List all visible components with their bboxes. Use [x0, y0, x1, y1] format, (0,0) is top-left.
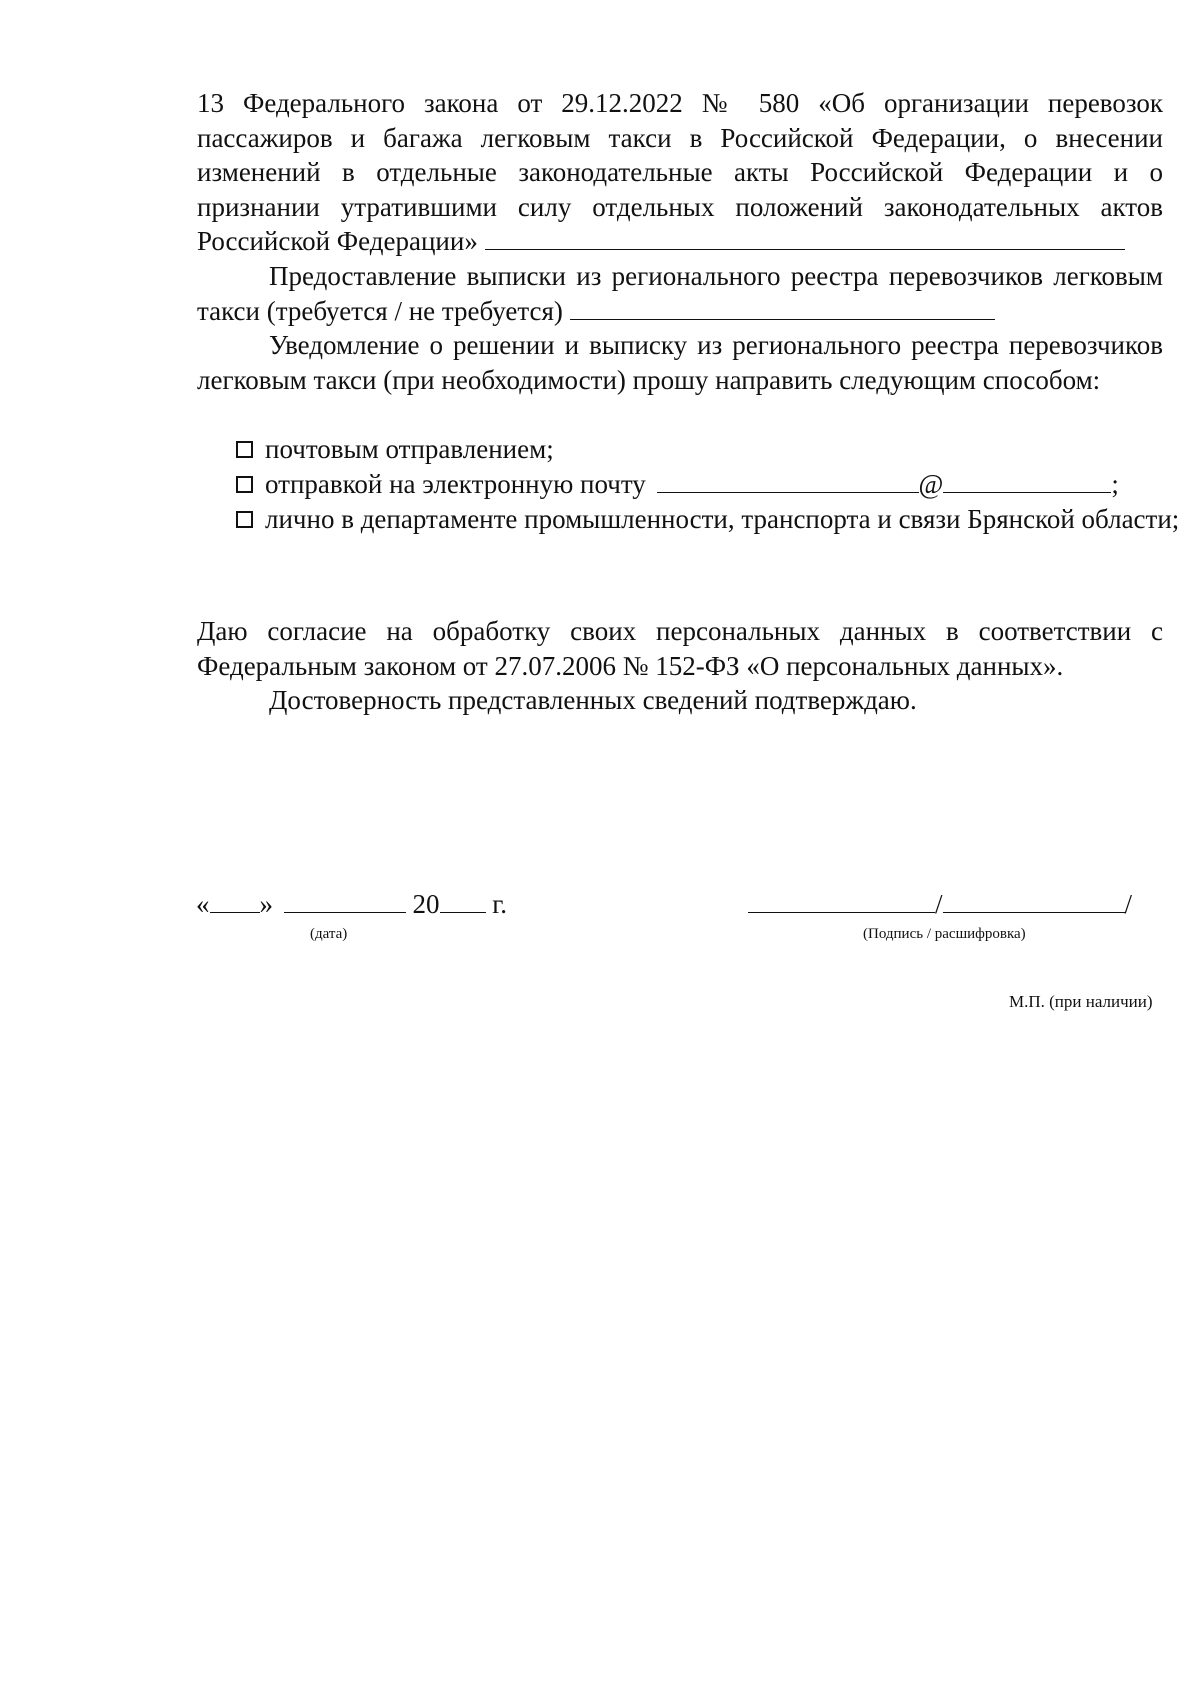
option-in-person-label: лично в департаменте промышленности, транспорта и связи Брянской области; [265, 504, 1180, 534]
option-mail-label: почтовым отправлением; [265, 434, 554, 464]
checkbox-mail[interactable] [236, 441, 253, 458]
date-quote-open: « [196, 889, 210, 919]
date-line [196, 889, 507, 919]
law-reference-fill-line[interactable] [485, 225, 1125, 250]
signature-caption: (Подпись / расшифровка) [863, 926, 1026, 942]
option-email-label: отправкой на электронную почту [265, 469, 646, 499]
signature-field[interactable] [748, 890, 935, 913]
extract-request-text: Предоставление выписки из регионального реестра перевозчиков легковым такси (требуется / не требуется) [197, 261, 1163, 326]
date-day-field[interactable] [210, 890, 260, 913]
signature-decoding-field[interactable] [943, 890, 1125, 913]
date-year-prefix: 20 [412, 889, 440, 919]
option-in-person[interactable] [236, 502, 1200, 537]
consent-paragraph: Даю согласие на обработку своих персональных данных в соответствии с Федеральным законом от 27.07.2006 № 152-ФЗ «О персональных данных». [197, 616, 1163, 681]
email-at-sign: @ [918, 469, 944, 499]
date-year-field[interactable] [440, 890, 486, 913]
signature-slash-1: / [935, 889, 943, 919]
date-month-field[interactable] [284, 890, 406, 913]
checkbox-in-person[interactable] [236, 511, 253, 528]
option-email[interactable] [236, 467, 1119, 502]
option-mail[interactable] [236, 432, 554, 467]
checkbox-email[interactable] [236, 476, 253, 493]
email-domain-field[interactable] [943, 468, 1111, 493]
stamp-note: М.П. (при наличии) [1009, 992, 1153, 1011]
date-quote-close: » [259, 889, 273, 919]
extract-request-paragraph [197, 259, 1163, 328]
date-year-suffix: г. [492, 889, 508, 919]
signature-slash-2: / [1124, 889, 1133, 919]
extract-request-fill-line[interactable] [570, 295, 995, 320]
notification-paragraph: Уведомление о решении и выписку из регионального реестра перевозчиков легковым такси (при необходимости) прошу направить следующим способом: [197, 330, 1163, 395]
law-reference-text: 13 Федерального закона от 29.12.2022 № 580 «Об организации перевозок пассажиров и багажа легковым такси в Российской Федерации, о внесении изменений в отдельные законодательные акты Российской Федерации и о признании утратившими силу отдельных положений законодательных актов Российской Федерации» [197, 88, 1163, 256]
confirmation-paragraph: Достоверность представленных сведений подтверждаю. [269, 685, 917, 715]
law-reference-paragraph [197, 86, 1163, 259]
date-caption: (дата) [310, 926, 348, 942]
email-local-part-field[interactable] [657, 468, 919, 493]
email-end-mark: ; [1111, 469, 1119, 499]
signature-line [748, 889, 1132, 919]
